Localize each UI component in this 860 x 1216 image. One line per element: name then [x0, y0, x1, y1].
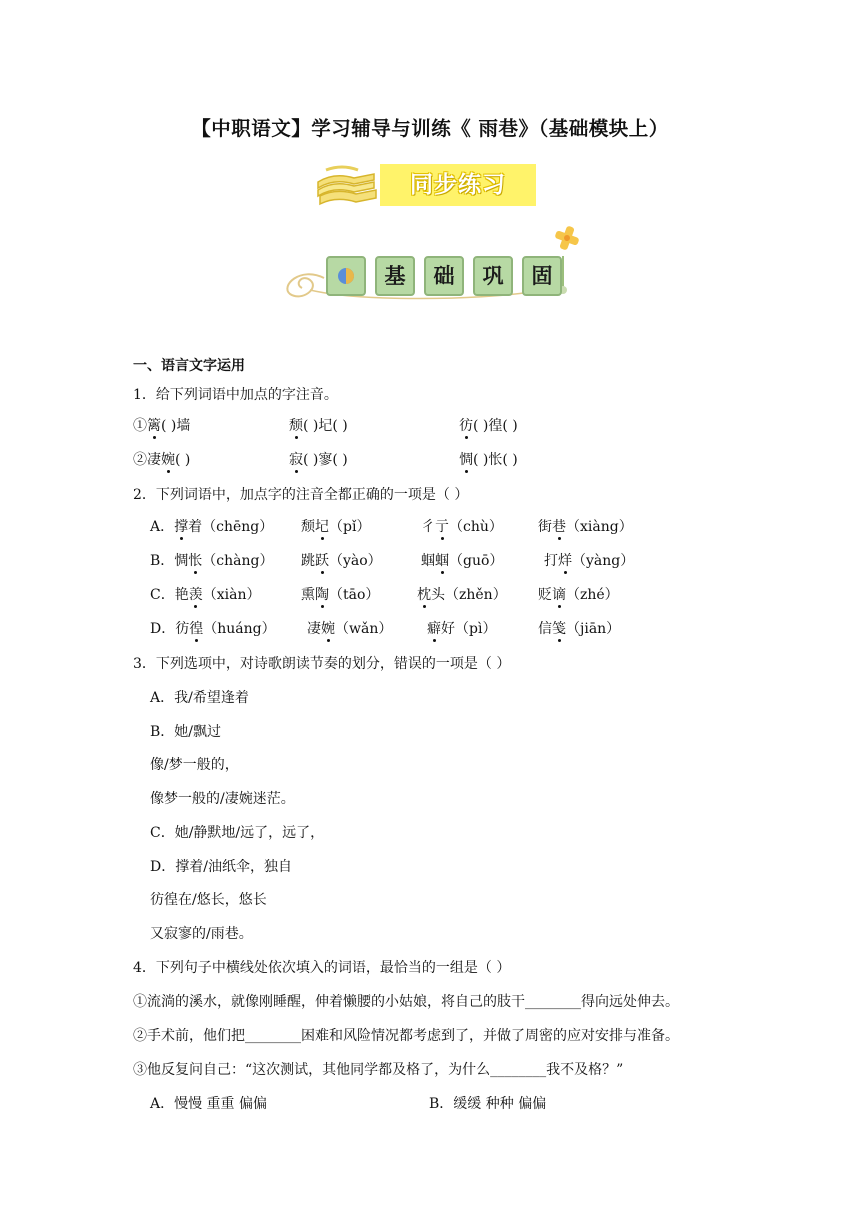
- q4-stem: 4．下列句子中横线处依次填入的词语，最恰当的一组是（ ）: [133, 960, 511, 976]
- q3-line: 像/梦一般的，: [150, 757, 239, 773]
- q2-option-c-4: 贬谪（zhé）: [538, 587, 619, 603]
- q2-option-a-2: 颓圮（pǐ）: [301, 519, 371, 535]
- q4-sentence: ②手术前，他们把________困难和风险情况都考虑到了，并做了周密的应对安排与准备。: [133, 1028, 679, 1044]
- q3-line: C．她/静默地/远了，远了，: [150, 825, 325, 841]
- section-char-2: 础: [424, 256, 464, 296]
- q2-option-d-4: 信笺（jiān）: [538, 621, 621, 637]
- books-icon: [314, 164, 378, 208]
- sync-practice-banner: [314, 160, 544, 210]
- q2-option-d-1: D．彷徨（huáng）: [150, 621, 276, 637]
- q3-line: A．我/希望逢着: [150, 690, 249, 706]
- q2-option-a-4: 街巷（xiàng）: [538, 519, 633, 535]
- q2-option-b-2: 跳跃（yào）: [301, 553, 382, 569]
- q2-option-a-3: 彳亍（chù）: [421, 519, 503, 535]
- q3-line: B．她/飘过: [150, 724, 222, 740]
- q2-option-c-3: 枕头（zhěn）: [417, 587, 507, 603]
- page-title: 【中职语文】学习辅导与训练《 雨巷》（基础模块上）: [191, 117, 669, 140]
- q2-option-d-3: 癖好（pì）: [427, 621, 497, 637]
- q4-sentence: ③他反复问自己：“这次测试，其他同学都及格了，为什么________我不及格？”: [133, 1062, 624, 1078]
- q1-item: 颓( )圮( ): [289, 418, 348, 434]
- q1-item: ①篱( )墙: [133, 418, 191, 434]
- q1-item: ②凄婉( ): [133, 452, 191, 468]
- globe-icon: [336, 266, 356, 286]
- q3-stem: 3．下列选项中，对诗歌朗读节奏的划分，错误的一项是（ ）: [133, 656, 511, 672]
- part-heading: 一、语言文字运用: [133, 358, 245, 374]
- q4-sentence: ①流淌的溪水，就像刚睡醒，伸着懒腰的小姑娘，将自己的肢干________得向远处伸去。: [133, 994, 679, 1010]
- q2-option-c-1: C．艳羡（xiàn）: [150, 587, 261, 603]
- q2-option-b-3: 蝈蝈（guō）: [421, 553, 504, 569]
- q3-line: D．撑着/油纸伞，独自: [150, 859, 292, 875]
- q4-option-b: B．缓缓 种种 偏偏: [429, 1096, 547, 1112]
- q2-option-b-1: B．惆怅（chàng）: [150, 553, 274, 569]
- q4-option-a: A．慢慢 重重 偏偏: [150, 1096, 268, 1112]
- q1-item: 彷( )徨( ): [459, 418, 518, 434]
- q2-option-c-2: 熏陶（tāo）: [301, 587, 380, 603]
- q3-line: 彷徨在/悠长，悠长: [150, 892, 267, 908]
- q1-item: 寂( )寥( ): [289, 452, 348, 468]
- q3-line: 又寂寥的/雨巷。: [150, 926, 253, 942]
- q2-option-a-1: A．撑着（chēng）: [150, 519, 274, 535]
- q2-option-b-4: 打烊（yàng）: [544, 553, 635, 569]
- q1-stem: 1．给下列词语中加点的字注音。: [133, 387, 338, 403]
- section-banner: [280, 226, 590, 302]
- q1-item: 惆( )怅( ): [459, 452, 518, 468]
- q2-stem: 2．下列词语中，加点字的注音全都正确的一项是（ ）: [133, 487, 469, 503]
- globe-tile: [326, 256, 366, 296]
- section-char-4: 固: [522, 256, 562, 296]
- q2-option-d-2: 凄婉（wǎn）: [307, 621, 393, 637]
- section-char-3: 巩: [473, 256, 513, 296]
- section-char-1: 基: [375, 256, 415, 296]
- q3-line: 像梦一般的/凄婉迷茫。: [150, 791, 295, 807]
- sync-practice-label: 同步练习: [380, 164, 536, 206]
